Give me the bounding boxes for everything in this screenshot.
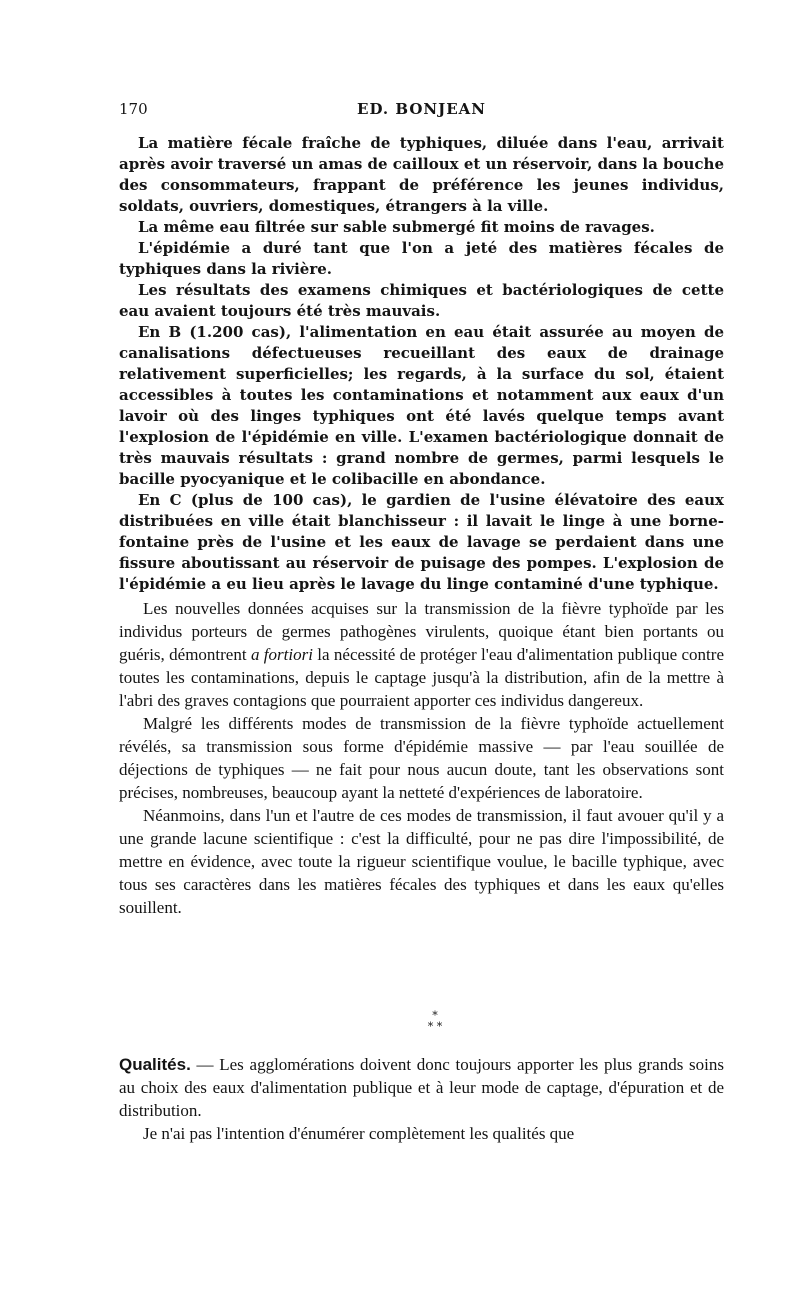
paragraph: L'épidémie a duré tant que l'on a jeté des matières fécales de typhiques dans la rivière. xyxy=(119,239,724,278)
main-text-block xyxy=(119,597,724,919)
paragraph: Néanmoins, dans l'un et l'autre de ces modes de transmission, il faut avouer qu'il y a une grande lacune scientifique : c'est la difficulté, pour ne pas dire l'impossibilité, de mettre en évidence, avec toute la rigueur scientifique voulue, le bacille typhique, avec tous ses caractères dans les matières fécales des typhiques et dans les eaux qu'elles souillent. xyxy=(119,806,724,917)
asterism-divider xyxy=(415,1010,455,1036)
paragraph: En B (1.200 cas), l'alimentation en eau était assurée au moyen de canalisations défectueuses recueillant des eaux de drainage relativement superficielles; les regards, à la surface du sol, étaient accessibles à toutes les contaminations et notamment aux eaux d'un lavoir où des linges typhiques ont été lavés quelque temps avant l'explosion de l'épidémie en ville. L'examen bactériologique donnait de très mauvais résultats : grand nombre de germes, parmi lesquels le bacille pyocyanique et le colibacille en abondance. xyxy=(119,323,724,488)
paragraph: Malgré les différents modes de transmission de la fièvre typhoïde actuellement révélés, sa transmission sous forme d'épidémie massive — par l'eau souillée de déjections de typhiques — ne fait pour nous aucun doute, tant les observations sont précises, nombreuses, beaucoup ayant la netteté d'expériences de laboratoire. xyxy=(119,714,724,802)
paragraph: Je n'ai pas l'intention d'énumérer complètement les qualités que xyxy=(143,1124,575,1143)
paragraph: Les nouvelles données acquises sur la transmission de la fièvre typhoïde par les individus porteurs de germes pathogènes virulents, quoique étant bien portants ou guéris, démontrent a fortiori la nécessité de protéger l'eau d'alimentation publique contre toutes les contaminations, depuis le captage jusqu'à la distribution, afin de la mettre à l'abri des graves contagions que pourraient apporter ces individus dangereux. xyxy=(119,599,724,710)
italic-phrase: a fortiori xyxy=(250,645,313,664)
paragraph: La matière fécale fraîche de typhiques, diluée dans l'eau, arrivait après avoir traversé un amas de cailloux et un réservoir, dans la bouche des consommateurs, frappant de préférence les jeunes individus, soldats, ouvriers, domestiques, étrangers à la ville. xyxy=(119,134,724,215)
paragraph: En C (plus de 100 cas), le gardien de l'usine élévatoire des eaux distribuées en ville était blanchisseur : il lavait le linge à une borne-fontaine près de l'usine et les eaux de lavage se perdaient dans une fissure aboutissant au réservoir de puisage des pompes. L'explosion de l'épidémie a eu lieu après le lavage du linge contaminé d'une typhique. xyxy=(119,491,724,593)
running-head: ED. BONJEAN xyxy=(357,100,486,118)
case-reports-block xyxy=(119,133,724,595)
paragraph: Les résultats des examens chimiques et bactériologiques de cette eau avaient toujours été très mauvais. xyxy=(119,281,724,320)
qualites-section xyxy=(119,1053,724,1145)
paragraph: La même eau filtrée sur sable submergé fit moins de ravages. xyxy=(138,218,655,236)
page-header xyxy=(119,100,724,124)
asterism-top: * xyxy=(432,1009,438,1022)
asterism-bottom: * * xyxy=(427,1020,443,1033)
paragraph: Qualités. — Les agglomérations doivent donc toujours apporter les plus grands soins au choix des eaux d'alimentation publique et à leur mode de captage, d'épuration et de distribution. xyxy=(119,1055,724,1120)
section-heading: Qualités. xyxy=(119,1055,191,1074)
page-number: 170 xyxy=(119,100,148,118)
